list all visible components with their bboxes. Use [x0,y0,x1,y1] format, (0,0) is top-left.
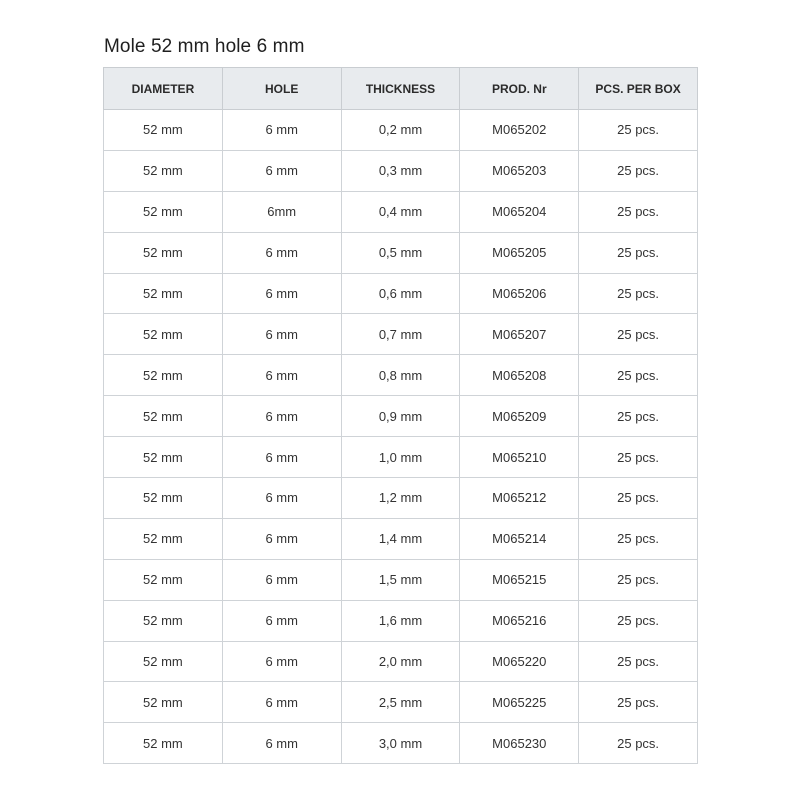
cell-pcs-per-box: 25 pcs. [579,314,698,355]
table-row [104,600,698,641]
cell-hole: 6 mm [222,600,341,641]
header-row [104,68,698,110]
cell-thickness: 1,4 mm [341,518,460,559]
cell-thickness: 0,5 mm [341,232,460,273]
header-pcs-per-box: PCS. PER BOX [579,68,698,110]
table-row [104,314,698,355]
cell-diameter: 52 mm [104,641,223,682]
header-thickness: THICKNESS [341,68,460,110]
table-row [104,150,698,191]
product-table [103,67,698,764]
cell-diameter: 52 mm [104,150,223,191]
cell-hole: 6 mm [222,314,341,355]
cell-diameter: 52 mm [104,232,223,273]
table-row [104,232,698,273]
table-body [104,110,698,764]
page-title: Mole 52 mm hole 6 mm [104,36,305,57]
cell-prod-nr: M065225 [460,682,579,723]
cell-diameter: 52 mm [104,110,223,151]
table-row [104,682,698,723]
cell-pcs-per-box: 25 pcs. [579,110,698,151]
cell-prod-nr: M065214 [460,518,579,559]
cell-diameter: 52 mm [104,437,223,478]
cell-hole: 6mm [222,191,341,232]
cell-diameter: 52 mm [104,478,223,519]
table-row [104,355,698,396]
cell-prod-nr: M065209 [460,396,579,437]
cell-prod-nr: M065208 [460,355,579,396]
cell-prod-nr: M065207 [460,314,579,355]
table-row [104,110,698,151]
cell-pcs-per-box: 25 pcs. [579,641,698,682]
cell-thickness: 0,7 mm [341,314,460,355]
cell-diameter: 52 mm [104,723,223,764]
cell-hole: 6 mm [222,396,341,437]
cell-prod-nr: M065204 [460,191,579,232]
cell-prod-nr: M065203 [460,150,579,191]
table-row [104,191,698,232]
cell-pcs-per-box: 25 pcs. [579,559,698,600]
cell-prod-nr: M065215 [460,559,579,600]
cell-diameter: 52 mm [104,682,223,723]
cell-thickness: 1,5 mm [341,559,460,600]
cell-thickness: 1,2 mm [341,478,460,519]
table-row [104,273,698,314]
table-row [104,396,698,437]
cell-prod-nr: M065210 [460,437,579,478]
cell-pcs-per-box: 25 pcs. [579,518,698,559]
cell-prod-nr: M065202 [460,110,579,151]
cell-diameter: 52 mm [104,273,223,314]
cell-prod-nr: M065220 [460,641,579,682]
cell-pcs-per-box: 25 pcs. [579,273,698,314]
cell-hole: 6 mm [222,232,341,273]
cell-diameter: 52 mm [104,396,223,437]
table-row [104,641,698,682]
cell-pcs-per-box: 25 pcs. [579,437,698,478]
cell-thickness: 0,3 mm [341,150,460,191]
cell-hole: 6 mm [222,682,341,723]
cell-prod-nr: M065212 [460,478,579,519]
cell-thickness: 1,0 mm [341,437,460,478]
cell-diameter: 52 mm [104,314,223,355]
cell-prod-nr: M065230 [460,723,579,764]
table-row [104,559,698,600]
cell-pcs-per-box: 25 pcs. [579,682,698,723]
cell-thickness: 3,0 mm [341,723,460,764]
header-hole: HOLE [222,68,341,110]
table-row [104,437,698,478]
cell-thickness: 0,6 mm [341,273,460,314]
cell-pcs-per-box: 25 pcs. [579,723,698,764]
cell-pcs-per-box: 25 pcs. [579,355,698,396]
cell-hole: 6 mm [222,437,341,478]
cell-thickness: 2,5 mm [341,682,460,723]
cell-thickness: 0,4 mm [341,191,460,232]
cell-hole: 6 mm [222,150,341,191]
cell-hole: 6 mm [222,518,341,559]
cell-diameter: 52 mm [104,559,223,600]
table-row [104,478,698,519]
cell-thickness: 1,6 mm [341,600,460,641]
cell-hole: 6 mm [222,478,341,519]
cell-prod-nr: M065205 [460,232,579,273]
cell-hole: 6 mm [222,559,341,600]
cell-pcs-per-box: 25 pcs. [579,600,698,641]
cell-pcs-per-box: 25 pcs. [579,150,698,191]
cell-pcs-per-box: 25 pcs. [579,232,698,273]
cell-thickness: 0,9 mm [341,396,460,437]
cell-diameter: 52 mm [104,191,223,232]
cell-thickness: 0,2 mm [341,110,460,151]
cell-hole: 6 mm [222,355,341,396]
cell-diameter: 52 mm [104,355,223,396]
table-header [104,68,698,110]
cell-thickness: 0,8 mm [341,355,460,396]
cell-prod-nr: M065206 [460,273,579,314]
cell-hole: 6 mm [222,641,341,682]
cell-hole: 6 mm [222,273,341,314]
cell-prod-nr: M065216 [460,600,579,641]
cell-diameter: 52 mm [104,518,223,559]
cell-hole: 6 mm [222,723,341,764]
table-row [104,723,698,764]
cell-pcs-per-box: 25 pcs. [579,396,698,437]
cell-diameter: 52 mm [104,600,223,641]
cell-thickness: 2,0 mm [341,641,460,682]
table-row [104,518,698,559]
header-diameter: DIAMETER [104,68,223,110]
cell-hole: 6 mm [222,110,341,151]
cell-pcs-per-box: 25 pcs. [579,191,698,232]
header-prod-nr: PROD. Nr [460,68,579,110]
cell-pcs-per-box: 25 pcs. [579,478,698,519]
